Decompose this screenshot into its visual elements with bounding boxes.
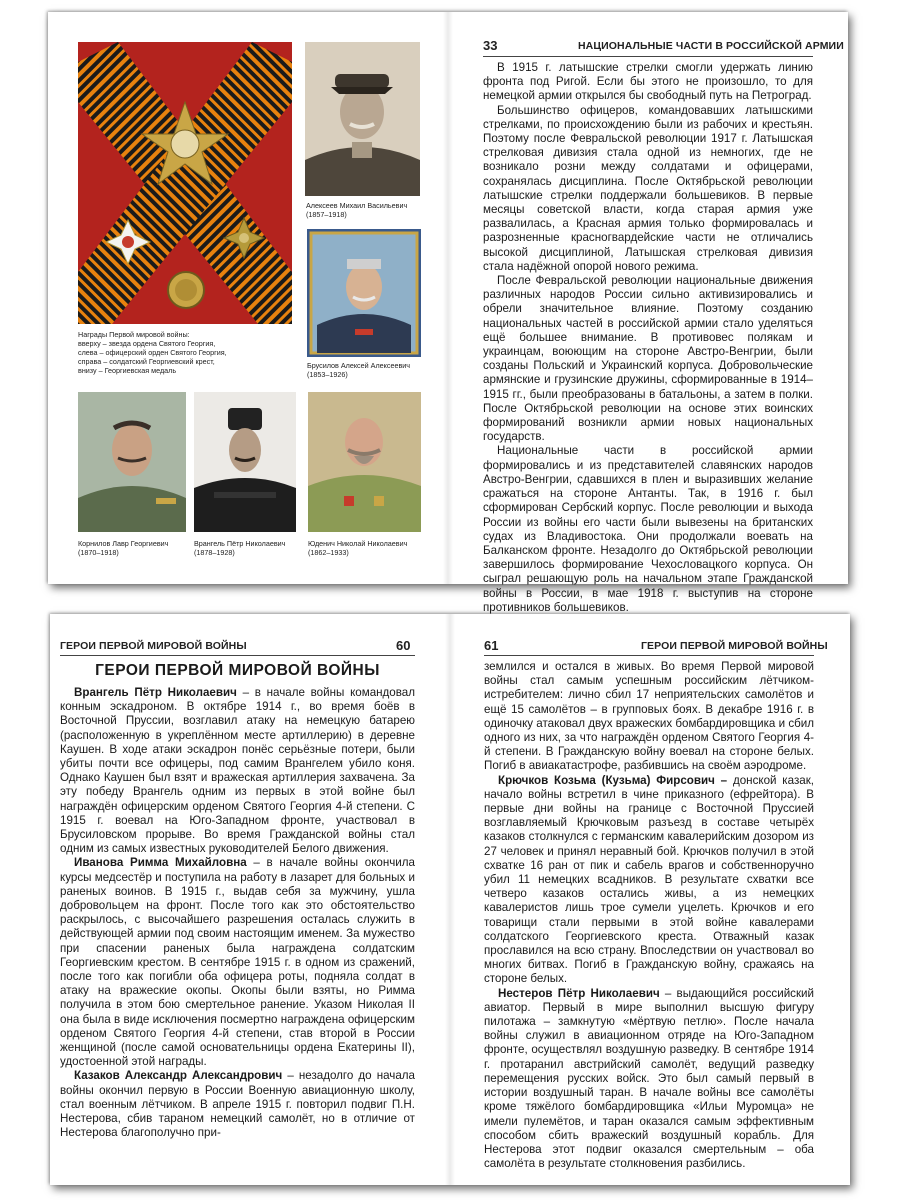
header-rule — [60, 655, 415, 656]
portrait-years: (1857–1918) — [306, 210, 347, 219]
portrait-name: Врангель Пётр Николаевич — [194, 539, 286, 548]
page-number: 61 — [484, 638, 499, 653]
hero-text: донской казак, начало войны встретил в чине приказного (ефрейтора). В первые дни войны на границе с Восточной Пруссией возглавляемый Крючковым разъезд в составе четырёх казаков столкнулся с германским кавалерийским дозором из 27 человек и принял неравный бой. Крючков получил в этой схватке 16 ран от пик и сабель врагов и собственноручно убил 11 немецких всадников. В результате схватки все четверо казаков остались живы, а из немецких кавалеристов лишь трое сумели уцелеть. Крючков и его товарищи стали первыми в этой войне кавалерами солдатского Георгиевского креста. Отважный казак прославился на всю страну. Впоследствии он участвовал во многих битвах. Погиб в Гражданскую войну, сражаясь на стороне белых. — [484, 773, 815, 986]
hero-name: Нестеров Пётр Николаевич — [498, 986, 660, 1000]
spine-gutter — [445, 614, 455, 1185]
hero-name: Иванова Римма Михайловна — [74, 856, 247, 870]
caption-line: внизу – Георгиевская медаль — [78, 366, 177, 375]
running-head: ГЕРОИ ПЕРВОЙ МИРОВОЙ ВОЙНЫ — [641, 640, 828, 652]
caption-wrangel — [194, 539, 304, 557]
portrait-name: Алексеев Михаил Васильевич — [306, 201, 408, 210]
page-number: 33 — [483, 38, 498, 53]
hero-entry — [484, 774, 814, 987]
portrait-years: (1862–1933) — [308, 548, 349, 557]
paragraph: После Февральской революции национальные движения различных народов России сильно активизировались и обрели значительное влияние. Поэтому созданию национальных частей в российской армии стало уделяться ещё большее внимание. В противовес полякам и украинцам, воюющим на стороне Австро-Венгрии, были созданы Польский и Украинский корпуса. Добровольческие армянские и грузинские дружины, сформированные в 1914–1915 гг., были преобразованы в батальоны, а затем в полки. После Октябрьской революции на основе этих воинских формирований возникли армии новых национальных государств. — [483, 274, 813, 444]
portrait-name: Корнилов Лавр Георгиевич — [78, 539, 169, 548]
caption-alekseev — [306, 201, 421, 219]
caption-kornilov — [78, 539, 188, 557]
hero-entry — [60, 856, 415, 1069]
portrait-name: Юденич Николай Николаевич — [308, 539, 408, 548]
top-book-spread — [48, 12, 848, 614]
hero-text: – в начале войны командовал конным эскадроном. В октябре 1914 г., во время боёв в Восточной Пруссии, возглавил атаку на немецкую батарею (расположенную в укреплённом месте артиллерию) в деревне Каушен. В ходе атаки эскадрон понёс серьёзные потери, были убиты почти все офицеры, под самим Врангелем убило коня. Однако Каушен был взят и вражеская артиллерия захвачена. За эту победу Врангель одним из первых в этой войне был награждён офицерским орденом Святого Георгия 4-й степени. С 1915 г. воевал на Юго-Западном фронте, участвовал в Брусиловском прорыве. Во время Гражданской войны стал одним из самых известных руководителей Белого движения. — [60, 686, 415, 856]
portrait-alekseev — [305, 42, 420, 196]
continuation-paragraph: землился и остался в живых. Во время Первой мировой войны стал самым успешным российским лётчиком-истребителем: лично сбил 17 неприятельских самолётов и ещё 15 самолётов – в групповых боях. В декабре 1916 г. в одиночку атаковал двух вражеских бомбардировщика и сбил одного из них, за что награждён орденом Святого Георгия 4-й степени. В Гражданскую войну воевал на стороне белых. Погиб в авиакатастрофе, разбившись на своём аэродроме. — [484, 660, 814, 773]
right-page-text — [484, 660, 814, 1171]
portrait-years: (1878–1928) — [194, 548, 235, 557]
portrait-brusilov — [307, 229, 421, 357]
awards-photo — [78, 42, 292, 324]
paragraph: Большинство офицеров, командовавших латышскими стрелками, по происхождению были из рабочих и крестьян. Поэтому после Февральской революции 1917 г. Латышская стрелковая дивизия стала одной из немногих, где не возникало розни между солдатами и офицерами, сохранялась дисциплина. После Октябрьской революции латышские стрелки поддержали большевиков. В первые месяцы советской власти, когда старая армия уже развалилась, а Красная армия только формировалась и разрозненные красногвардейские части не отличались высокой дисциплиной, Латышская стрелковая дивизия стала надёжной опорой нового режима. — [483, 103, 813, 273]
header-rule — [483, 56, 813, 57]
spine-gutter — [443, 12, 453, 584]
caption-line: справа – солдатский Георгиевский крест, — [78, 357, 215, 366]
caption-line: слева – офицерский орден Святого Георгия, — [78, 348, 227, 357]
right-page-text — [483, 61, 813, 615]
caption-line: вверху – звезда ордена Святого Георгия, — [78, 339, 216, 348]
running-head: ГЕРОИ ПЕРВОЙ МИРОВОЙ ВОЙНЫ — [60, 640, 247, 652]
hero-name: Врангель Пётр Николаевич — [74, 686, 237, 699]
hero-text: – в начале войны окончила курсы медсестёр и поступила на работу в лазарет для больных и раненых воинов. В 1915 г., выдав себя за мужчину, ушла добровольцем на фронт. После того как это обстоятельство раскрылось, с высочайшего разрешения осталась служить в действующей армии под своим настоящим именем. За мужество при спасении раненых была награждена солдатским Георгиевским крестом. В сентябре 1915 г. в одном из сражений, после того как погибли оба офицера роты, подняла солдат в атаку на вражеские окопы. Окопы были взяты, но Римма получила в этом бою смертельное ранение. Указом Николая II она была в виде исключения посмертно награждена офицерским орденом Святого Георгия 4-й степени, став второй в России женщиной (после самой основательницы ордена Екатерины II), удостоенной этой награды. — [60, 856, 415, 1069]
section-title: ГЕРОИ ПЕРВОЙ МИРОВОЙ ВОЙНЫ — [95, 662, 380, 679]
awards-caption — [78, 330, 278, 375]
page-number: 60 — [396, 638, 411, 653]
hero-text: – незадолго до начала войны окончил первую в России Военную авиационную школу, стал военным лётчиком. В апреле 1915 г. повторил подвиг П.Н. Нестерова, сбив тараном немецкий самолёт, но в отличие от Нестерова благополучно при- — [60, 1069, 415, 1140]
portrait-kornilov — [78, 392, 186, 532]
portrait-wrangel — [194, 392, 296, 532]
bottom-book-spread — [50, 614, 850, 1185]
caption-line: Награды Первой мировой войны: — [78, 330, 190, 339]
portrait-name: Брусилов Алексей Алексеевич — [307, 361, 411, 370]
portrait-years: (1870–1918) — [78, 548, 119, 557]
header-rule — [484, 655, 814, 656]
paragraph: В 1915 г. латышские стрелки смогли удержать линию фронта под Ригой. Если бы этого не произошло, то для немецкой армии открылся бы свободный путь на Петроград. — [483, 61, 813, 103]
hero-name: Казаков Александр Александрович — [74, 1069, 283, 1083]
portrait-yudenich — [308, 392, 421, 532]
portrait-years: (1853–1926) — [307, 370, 348, 379]
hero-entry — [60, 1069, 415, 1140]
hero-entry — [60, 686, 415, 856]
running-head: НАЦИОНАЛЬНЫЕ ЧАСТИ В РОССИЙСКОЙ АРМИИ — [578, 40, 844, 52]
caption-yudenich — [308, 539, 428, 557]
caption-brusilov — [307, 361, 427, 379]
left-page-text — [60, 686, 415, 1141]
hero-entry — [484, 987, 814, 1172]
hero-text: – выдающийся российский авиатор. Первый в мире выполнил высшую фигуру пилотажа – замкнутую «мёртвую петлю». После начала войны служил в авиационном отряде на Юго-Западном фронте, осуществлял воздушную разведку. В сентябре 1914 г. протаранил австрийский самолёт, ведущий разведку перемещения русских войск. Это был самый первый в истории воздушный таран. В начале войны все самолёты кроме тяжёлого бомбардировщика «Ильи Муромца» не имели пулемётов, и таран оказался самым эффективным способом сбить вражеский воздушный корабль. Для Нестерова этот подвиг оказался смертельным – оба самолёта в результате столкновения разбились. — [484, 986, 814, 1171]
hero-name: Крючков Козьма (Кузьма) Фирсович – — [498, 773, 728, 787]
paragraph: Национальные части в российской армии формировались и из представителей славянских народов Австро-Венгрии, сдавшихся в плен и выразивших желание сражаться на стороне Антанты. Так, в 1916 г. был сформирован Сербский корпус. После революции и выхода России из войны его части были вывезены на британских судах из Владивостока. Они продолжали воевать на Балканском фронте. Незадолго до Октябрьской революции завершилось формирование Чехословацкого корпуса. Он сыграл решающую роль на начальном этапе Гражданской войны в России, в мае 1918 г. выступив на стороне противников большевиков. — [483, 444, 813, 614]
